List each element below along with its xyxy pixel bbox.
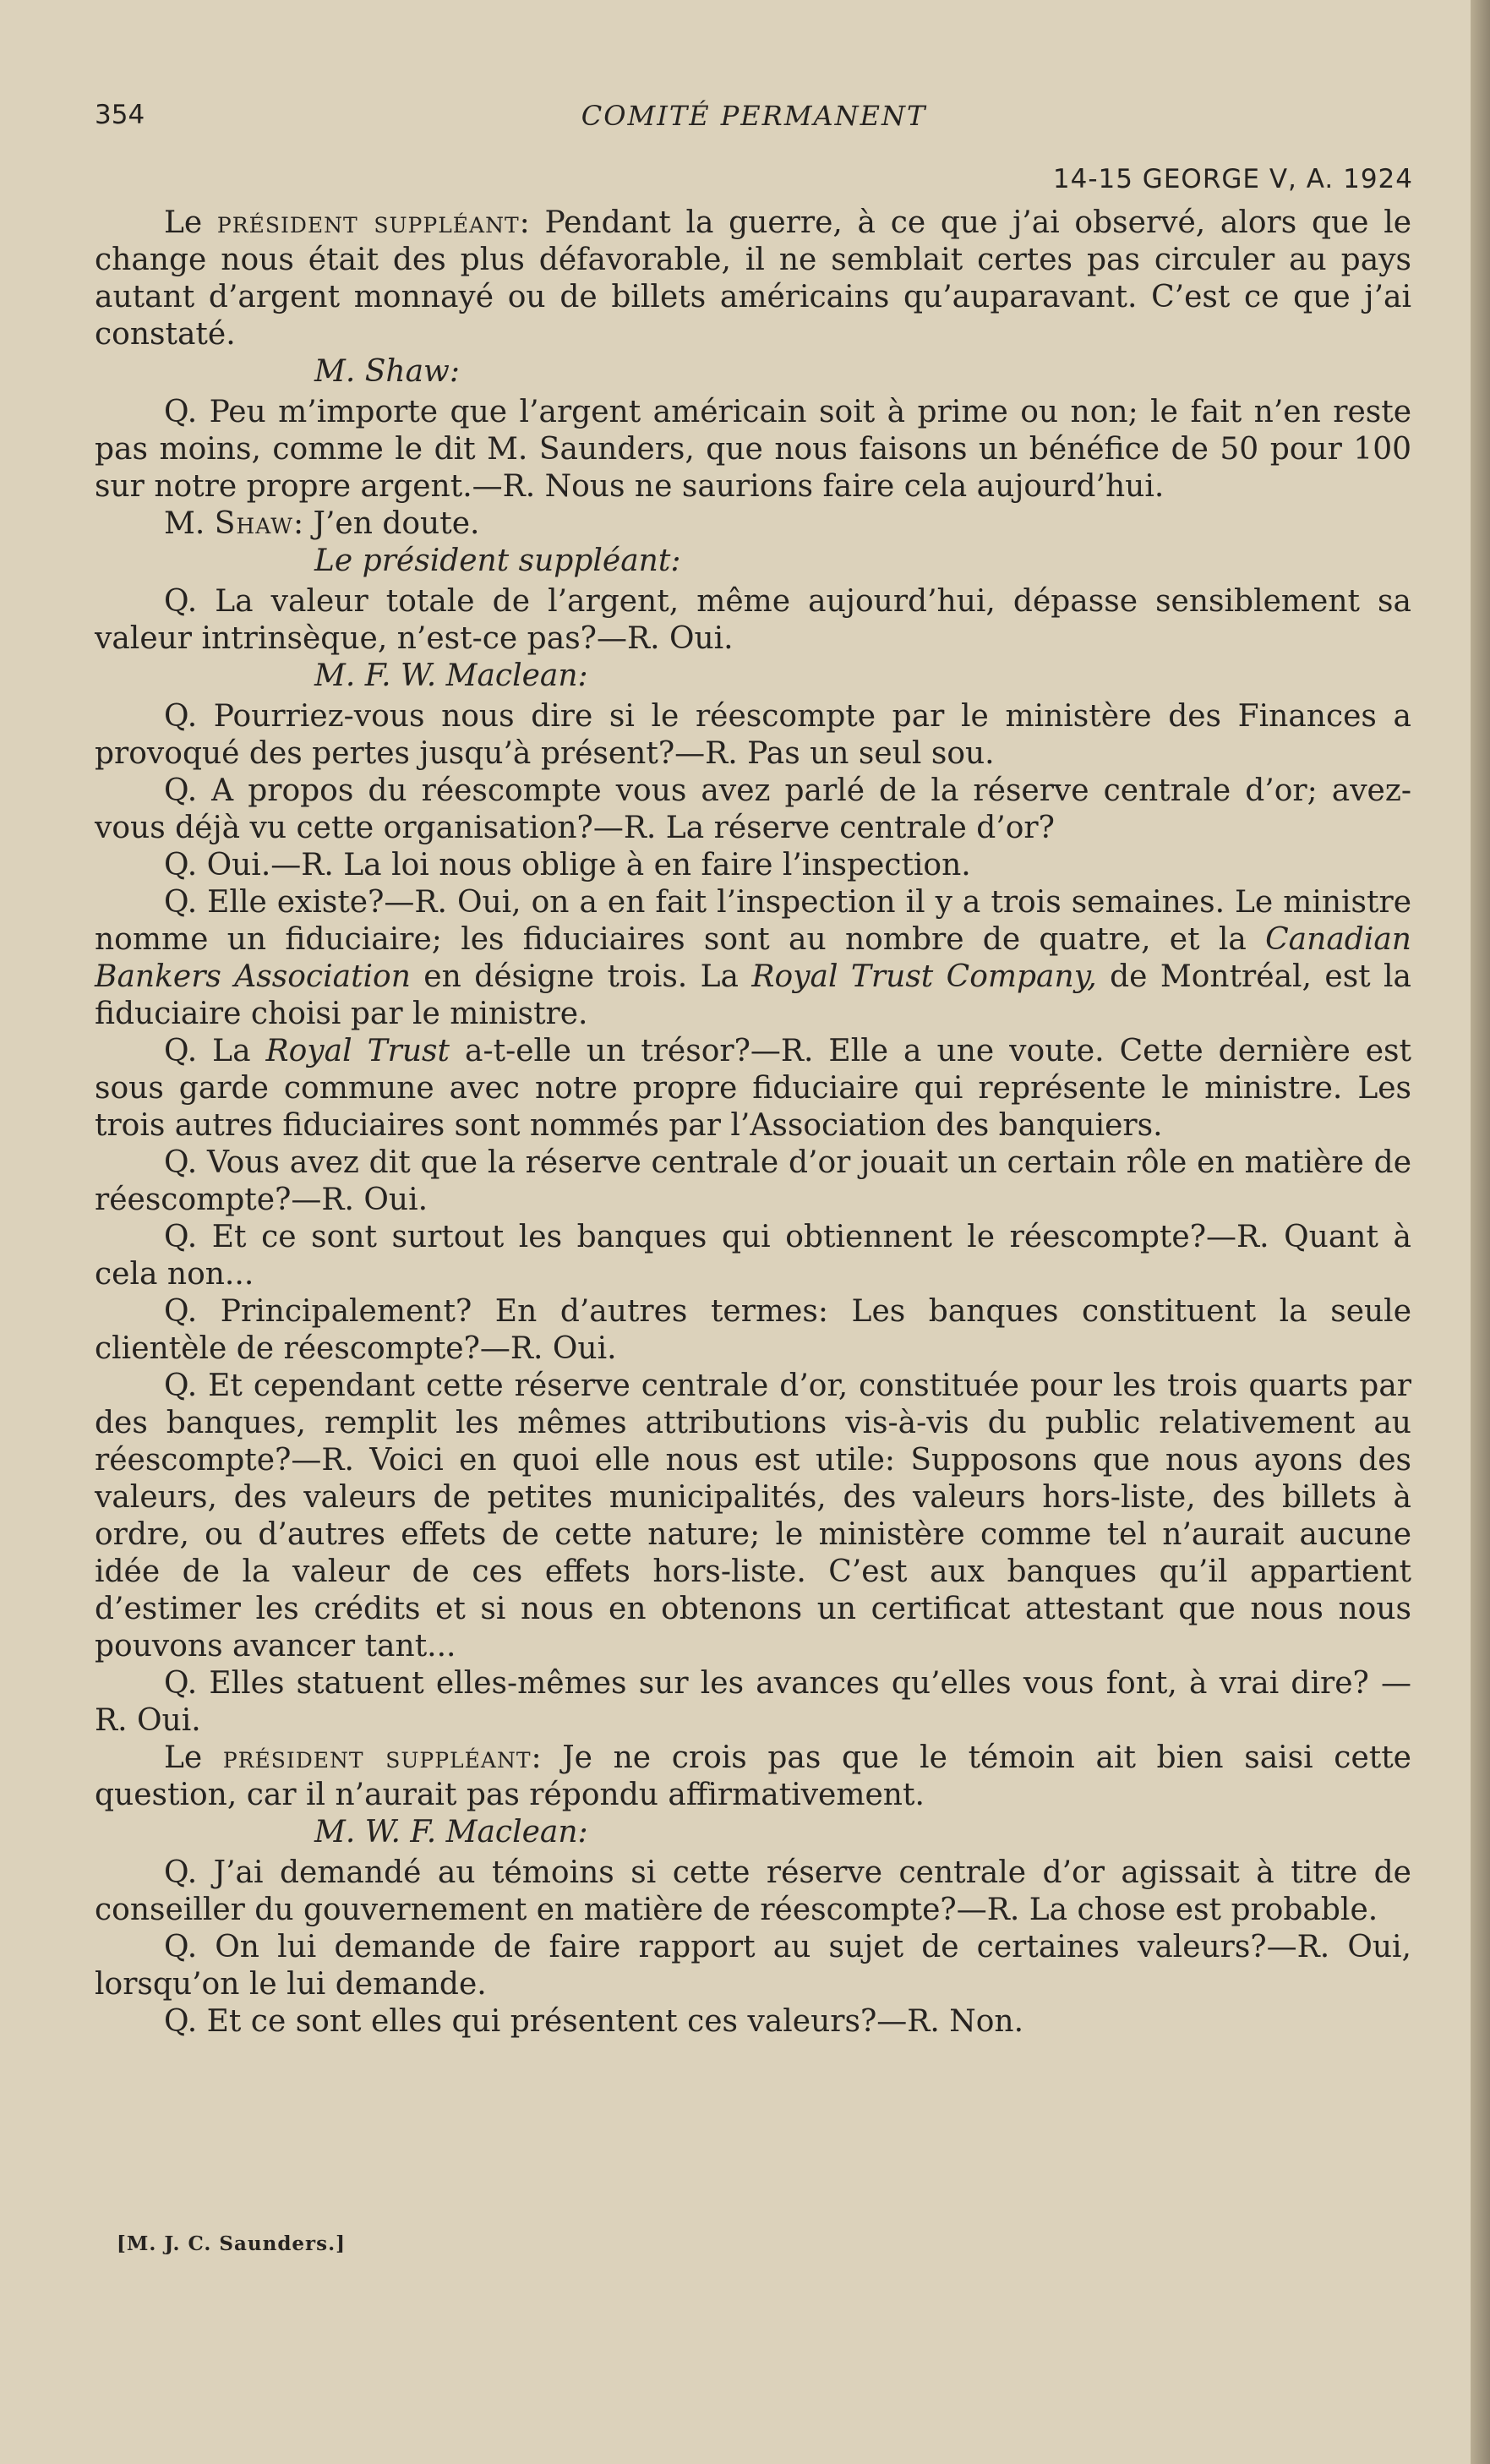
paragraph-text: Q. A propos du réescompte vous avez parlé de la réserve centrale d’or; avez-vous déjà vu cette organisation?—R. La réserve centrale d’or?: [95, 773, 1411, 845]
paragraph-text: Q. Principalement? En d’autres termes: Les banques constituent la seule clientèle de réescompte?—R. Oui.: [95, 1294, 1411, 1366]
speaker-prefix: Le: [164, 205, 217, 240]
speaker-name: Shaw: [214, 506, 293, 541]
paragraph: [95, 1855, 1411, 1929]
paragraph-text: : Je ne crois pas que le témoin ait bien saisi cette question, car il n’aurait pas répondu affirmativement.: [95, 1740, 1411, 1812]
paragraph: [95, 205, 1411, 353]
paragraph-text: : Pendant la guerre, à ce que j’ai observé, alors que le change nous était des plus défavorable, il ne semblait certes pas circuler au pays autant d’argent monnayé ou de billets américains qu’auparavant. C’est ce que j’ai constaté.: [95, 205, 1412, 352]
speaker-heading: M. Shaw:: [314, 354, 461, 389]
paragraph: [95, 583, 1411, 658]
text-segment: a-t-elle un trésor?—R. Elle a une voute. Cette dernière est sous garde commune avec notre propre fiduciaire qui représente le ministre. Les trois autres fiduciaires sont nommés par l’Association des banquiers.: [95, 1034, 1411, 1143]
text-segment: Q. La: [164, 1034, 266, 1068]
paragraph: [95, 505, 1411, 543]
paragraph-text: Q. Et ce sont surtout les banques qui obtiennent le réescompte?—R. Quant à cela non...: [95, 1220, 1411, 1292]
paragraph: [95, 1293, 1411, 1368]
paragraph: [95, 394, 1411, 505]
paragraph: [95, 773, 1411, 847]
paragraph: [95, 1665, 1411, 1740]
paragraph-text: Q. Oui.—R. La loi nous oblige à en faire l’inspection.: [164, 848, 971, 882]
paragraph-text: Q. On lui demande de faire rapport au sujet de certaines valeurs?—R. Oui, lorsqu’on le lui demande.: [95, 1930, 1411, 2002]
speaker-name: président suppléant: [222, 1740, 532, 1775]
paragraph-text: Q. J’ai demandé au témoins si cette réserve centrale d’or agissait à titre de conseiller du gouvernement en matière de réescompte?—R. La chose est probable.: [95, 1855, 1411, 1927]
paragraph: [95, 1219, 1411, 1293]
paragraph-text: Q. La valeur totale de l’argent, même aujourd’hui, dépasse sensiblement sa valeur intrinsèque, n’est-ce pas?—R. Oui.: [95, 584, 1411, 656]
session-reference: 14-15 GEORGE V, A. 1924: [1052, 164, 1413, 194]
paragraph-text: Q. Vous avez dit que la réserve centrale d’or jouait un certain rôle en matière de réescompte?—R. Oui.: [95, 1145, 1411, 1217]
italic-phrase: Royal Trust: [265, 1034, 450, 1068]
paragraph-text: Q. Elles statuent elles-mêmes sur les avances qu’elles vous font, à vrai dire? —R. Oui.: [95, 1666, 1411, 1738]
paragraph: [95, 1740, 1411, 1814]
speaker-prefix: Le: [164, 1740, 223, 1775]
paragraph-text: Q. Et cependant cette réserve centrale d’or, constituée pour les trois quarts par des banques, remplit les mêmes attributions vis-à-vis du public relativement au réescompte?—R. Voici en quoi elle nous est utile: Supposons que nous ayons des valeurs, des valeurs de petites municipalités, des valeurs hors-liste, des billets à ordre, ou d’autres effets de cette nature; le ministère comme tel n’aurait aucune idée de la valeur de ces effets hors-liste. C’est aux banques qu’il appartient d’estimer les crédits et si nous en obtenons un certificat attestant que nous nous pouvons avancer tant...: [95, 1369, 1411, 1664]
page-number: 354: [95, 100, 145, 130]
paragraph: [95, 847, 1411, 884]
body-text: [95, 205, 1411, 2041]
speaker-name: président suppléant: [216, 205, 520, 240]
page-edge: [1471, 0, 1490, 2464]
paragraph: [95, 698, 1411, 773]
paragraph: [95, 1033, 1411, 1145]
paragraph: [95, 1929, 1411, 2003]
speaker-heading: M. F. W. Maclean:: [314, 658, 588, 693]
paragraph-text: Q. Pourriez-vous nous dire si le réescompte par le ministère des Finances a provoqué des pertes jusqu’à présent?—R. Pas un seul sou.: [95, 699, 1411, 771]
italic-phrase: Royal Trust Company,: [751, 959, 1097, 994]
paragraph: [95, 1145, 1411, 1219]
running-title: COMITÉ PERMANENT: [581, 100, 927, 132]
paragraph: [95, 884, 1411, 1033]
speaker-prefix: M.: [164, 506, 215, 541]
paragraph-text: Q. Peu m’importe que l’argent américain soit à prime ou non; le fait n’en reste pas moins, comme le dit M. Saunders, que nous faisons un bénéfice de 50 pour 100 sur notre propre argent.—R. Nous ne saurions faire cela aujourd’hui.: [95, 395, 1411, 504]
paragraph-text: : J’en doute.: [292, 506, 480, 541]
running-header: [95, 100, 1413, 194]
paragraph: [95, 2003, 1411, 2041]
paragraph: [95, 1368, 1411, 1665]
text-segment: Q. Elle existe?—R. Oui, on a en fait l’inspection il y a trois semaines. Le ministre nomme un fiduciaire; les fiduciaires sont au nombre de quatre, et la: [95, 885, 1411, 957]
paragraph-text: Q. Et ce sont elles qui présentent ces valeurs?—R. Non.: [164, 2004, 1024, 2039]
witness-footer: [M. J. C. Saunders.]: [117, 2232, 347, 2255]
italic-phrase: Canadian Bankers Association: [95, 922, 1411, 994]
speaker-heading: M. W. F. Maclean:: [314, 1815, 588, 1849]
text-segment: en désigne trois. La: [410, 959, 752, 994]
text-segment: de Montréal, est la fiduciaire choisi par le ministre.: [95, 959, 1412, 1031]
speaker-heading: Le président suppléant:: [314, 544, 681, 578]
